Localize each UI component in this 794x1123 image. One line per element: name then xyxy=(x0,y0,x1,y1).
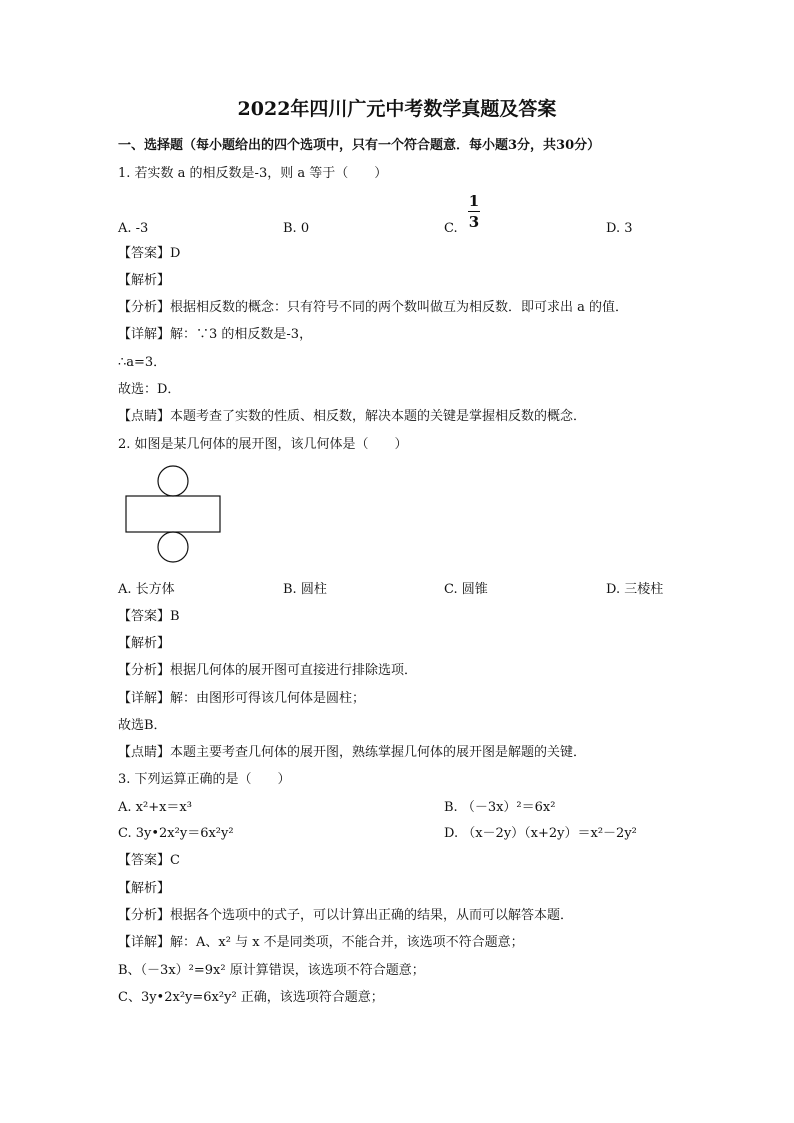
q2-option-a: A. 长方体 xyxy=(118,582,175,597)
q1-option-a: A. -3 xyxy=(118,221,149,236)
q3-answer: 【答案】C xyxy=(118,853,180,868)
q1-stem: 1. 若实数 a 的相反数是-3，则 a 等于（ ） xyxy=(118,166,388,181)
q1-fraction-bar xyxy=(468,211,480,212)
q1-detail-2: ∴a=3． xyxy=(118,355,167,370)
q1-answer: 【答案】D xyxy=(118,246,181,261)
q3-detail-3: C、3y•2x²y=6x²y² 正确，该选项符合题意； xyxy=(118,990,384,1005)
q1-analysis: 【分析】根据相反数的概念：只有符号不同的两个数叫做互为相反数．即可求出 a 的值． xyxy=(118,300,629,315)
q1-analysis-heading: 【解析】 xyxy=(118,273,171,288)
q3-stem: 3. 下列运算正确的是（ ） xyxy=(118,772,291,787)
q2-analysis-heading: 【解析】 xyxy=(118,636,171,651)
q1-choose: 故选：D． xyxy=(118,382,181,397)
q2-option-c: C. 圆锥 xyxy=(444,582,488,597)
q2-detail-1: 【详解】解：由图形可得该几何体是圆柱； xyxy=(118,691,366,706)
q2-option-b: B. 圆柱 xyxy=(283,582,327,597)
q3-analysis: 【分析】根据各个选项中的式子，可以计算出正确的结果，从而可以解答本题． xyxy=(118,908,574,923)
q2-choose: 故选B． xyxy=(118,718,167,733)
net-side-rectangle xyxy=(126,496,220,532)
q3-detail-2: B、（－3x）²=9x² 原计算错误，该选项不符合题意； xyxy=(118,963,425,978)
q3-option-d: D. （x－2y）（x+2y）＝x²－2y² xyxy=(444,826,637,841)
q1-detail-1: 【详解】解：∵3 的相反数是-3， xyxy=(118,327,313,342)
q2-stem: 2. 如图是某几何体的展开图，该几何体是（ ） xyxy=(118,437,408,452)
q3-analysis-heading: 【解析】 xyxy=(118,881,171,896)
net-bottom-circle xyxy=(158,532,188,562)
q2-analysis: 【分析】根据几何体的展开图可直接进行排除选项． xyxy=(118,663,418,678)
q3-option-b: B. （－3x）²＝6x² xyxy=(444,800,556,815)
q2-comment: 【点睛】本题主要考查几何体的展开图，熟练掌握几何体的展开图是解题的关键． xyxy=(118,745,587,760)
q1-option-c: C. xyxy=(444,221,458,236)
page-title: 2022年四川广元中考数学真题及答案 xyxy=(237,98,557,120)
q1-option-b: B. 0 xyxy=(283,221,310,236)
q1-comment: 【点睛】本题考查了实数的性质、相反数，解决本题的关键是掌握相反数的概念． xyxy=(118,409,587,424)
q2-answer: 【答案】B xyxy=(118,609,180,624)
q2-option-d: D. 三棱柱 xyxy=(606,582,664,597)
q1-fraction-numerator: 1 xyxy=(468,192,480,210)
q3-option-a: A. x²+x＝x³ xyxy=(118,800,192,815)
section-heading: 一、选择题（每小题给出的四个选项中，只有一个符合题意．每小题3分，共30分） xyxy=(118,138,601,153)
cylinder-net-figure xyxy=(122,464,224,564)
q1-fraction xyxy=(468,193,480,230)
q1-fraction-denominator: 3 xyxy=(468,213,480,231)
q3-option-c: C. 3y•2x²y＝6x²y² xyxy=(118,826,234,841)
net-top-circle xyxy=(158,466,188,496)
q3-detail-1: 【详解】解：A、x² 与 x 不是同类项，不能合并，该选项不符合题意； xyxy=(118,935,524,950)
q1-option-d: D. 3 xyxy=(606,221,633,236)
